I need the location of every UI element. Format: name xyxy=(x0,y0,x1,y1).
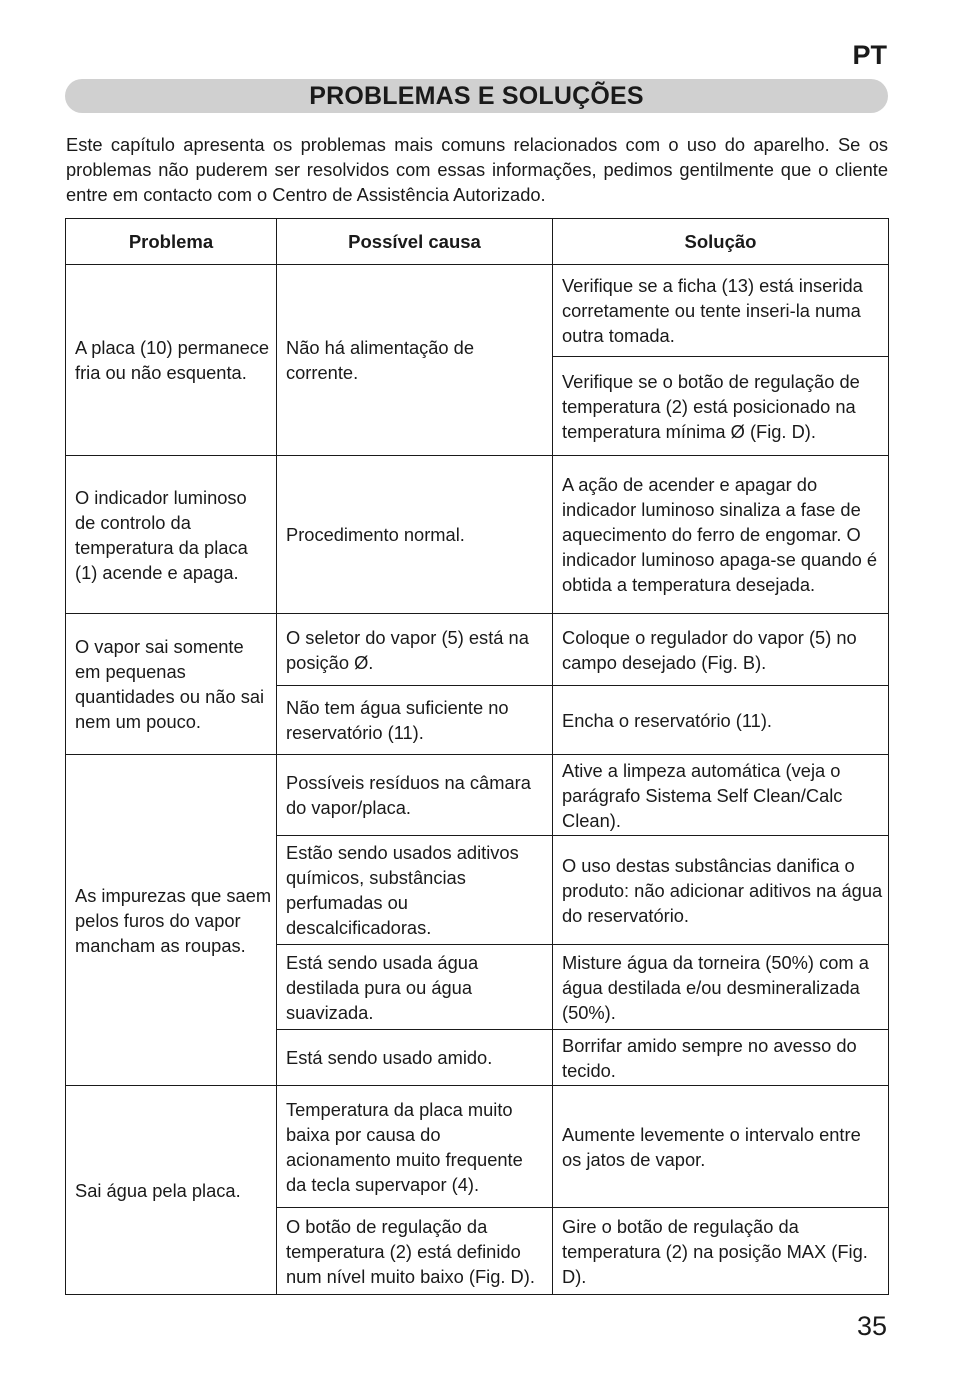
troubleshooting-table xyxy=(65,218,889,1295)
header-solution: Solução xyxy=(553,219,889,265)
cause-cell: Possíveis resíduos na câmara do vapor/placa. xyxy=(277,755,553,836)
language-code: PT xyxy=(852,40,887,70)
solution-cell: Coloque o regulador do vapor (5) no campo desejado (Fig. B). xyxy=(553,614,889,686)
cause-cell: Está sendo usado amido. xyxy=(277,1030,553,1086)
solution-cell: Misture água da torneira (50%) com a água destilada e/ou desmineralizada (50%). xyxy=(553,945,889,1030)
page-title: PROBLEMAS E SOLUÇÕES xyxy=(309,82,644,110)
problem-cell: A placa (10) permanece fria ou não esquenta. xyxy=(66,265,277,456)
header-problem: Problema xyxy=(66,219,277,265)
solution-cell: Verifique se a ficha (13) está inserida corretamente ou tente inseri-la numa outra tomada. xyxy=(553,265,889,357)
problem-cell: O indicador luminoso de controlo da temperatura da placa (1) acende e apaga. xyxy=(66,456,277,614)
table-row xyxy=(66,265,889,357)
solution-cell: Aumente levemente o intervalo entre os jatos de vapor. xyxy=(553,1086,889,1208)
problem-cell: Sai água pela placa. xyxy=(66,1086,277,1295)
table-header-row xyxy=(66,219,889,265)
solution-cell: Verifique se o botão de regulação de temperatura (2) está posicionado na temperatura mínima Ø (Fig. D). xyxy=(553,357,889,456)
intro-paragraph: Este capítulo apresenta os problemas mais comuns relacionados com o uso do aparelho. Se os problemas não puderem ser resolvidos com essas informações, pedimos gentilmente que o cliente entre em contacto com o Centro de Assistência Autorizado. xyxy=(66,134,888,205)
cause-cell: Temperatura da placa muito baixa por causa do acionamento muito frequente da tecla supervapor (4). xyxy=(277,1086,553,1208)
solution-cell: Ative a limpeza automática (veja o parágrafo Sistema Self Clean/Calc Clean). xyxy=(553,755,889,836)
cause-cell: Não tem água suficiente no reservatório (11). xyxy=(277,686,553,755)
page-number: 35 xyxy=(856,1311,887,1341)
title-bar xyxy=(65,79,888,113)
header-cause: Possível causa xyxy=(277,219,553,265)
cause-cell: Procedimento normal. xyxy=(277,456,553,614)
problem-cell: O vapor sai somente em pequenas quantidades ou não sai nem um pouco. xyxy=(66,614,277,755)
cause-cell: Está sendo usada água destilada pura ou água suavizada. xyxy=(277,945,553,1030)
solution-cell: A ação de acender e apagar do indicador luminoso sinaliza a fase de aquecimento do ferro de engomar. O indicador luminoso apaga-se quando é obtida a temperatura desejada. xyxy=(553,456,889,614)
table-row xyxy=(66,614,889,686)
table-row xyxy=(66,456,889,614)
table-row xyxy=(66,755,889,836)
cause-cell: O seletor do vapor (5) está na posição Ø. xyxy=(277,614,553,686)
table-row xyxy=(66,1086,889,1208)
cause-cell: Não há alimentação de corrente. xyxy=(277,265,553,456)
solution-cell: Gire o botão de regulação da temperatura (2) na posição MAX (Fig. D). xyxy=(553,1208,889,1295)
cause-cell: O botão de regulação da temperatura (2) está definido num nível muito baixo (Fig. D). xyxy=(277,1208,553,1295)
cause-cell: Estão sendo usados aditivos químicos, substâncias perfumadas ou descalcificadoras. xyxy=(277,836,553,945)
solution-cell: Borrifar amido sempre no avesso do tecido. xyxy=(553,1030,889,1086)
solution-cell: O uso destas substâncias danifica o produto: não adicionar aditivos na água do reservatório. xyxy=(553,836,889,945)
solution-cell: Encha o reservatório (11). xyxy=(553,686,889,755)
problem-cell: As impurezas que saem pelos furos do vapor mancham as roupas. xyxy=(66,755,277,1086)
